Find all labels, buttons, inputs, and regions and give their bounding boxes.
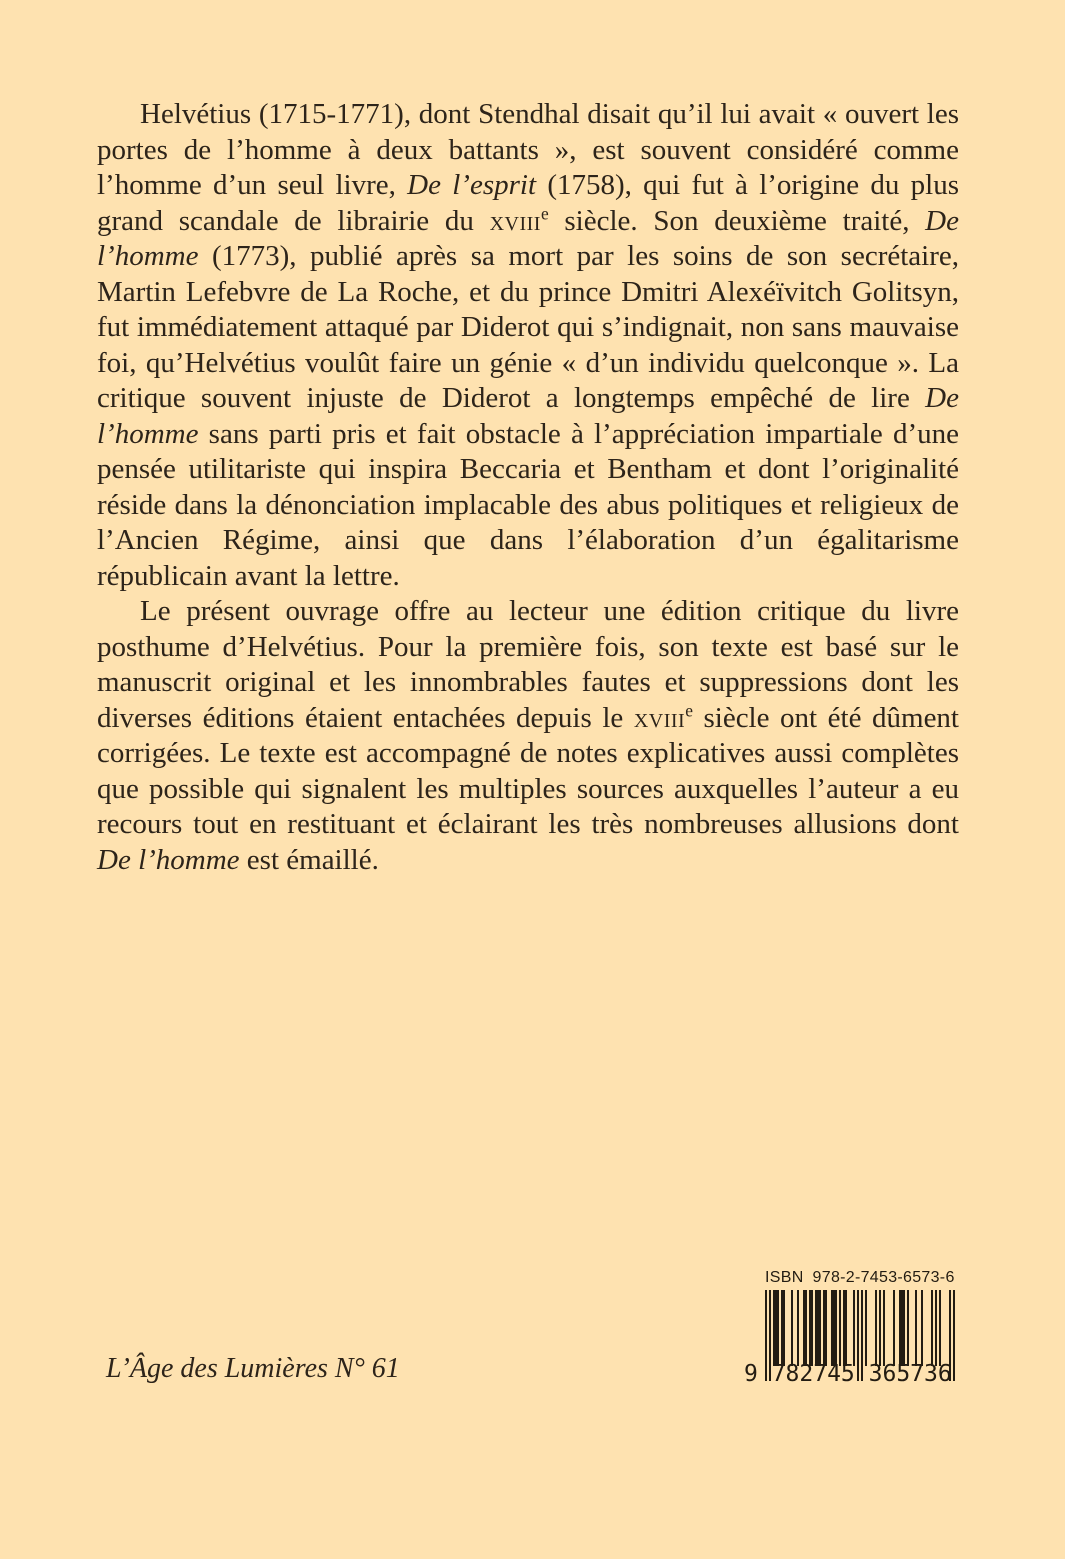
text-run: (1773), publié après sa mort par les soins de son secrétaire, Martin Lefebvre de La Roche, et du prince Dmitri Alexéïvitch Golitsyn, fut immédiatement attaqué par Diderot qui s’indignait, non sans mauvaise foi, qu’Helvétius voulût faire un génie « d’un individu quelconque ». La critique souvent injuste de Diderot a longtemps empêché de lire bbox=[97, 240, 959, 414]
text-run: xviii bbox=[633, 701, 686, 734]
isbn-number: 978-2-7453-6573-6 bbox=[812, 1269, 955, 1286]
text-run: De l’esprit bbox=[407, 169, 537, 201]
barcode-bar-module bbox=[953, 1290, 955, 1381]
isbn-label: ISBN bbox=[765, 1269, 804, 1286]
text-run: De l’homme bbox=[97, 204, 959, 272]
text-run: De l’homme bbox=[97, 843, 240, 876]
text-run: De l’homme bbox=[97, 382, 959, 450]
text-run: Le présent ouvrage offre au lecteur une édition critique du livre posthume d’Helvétius. Pour la première fois, son texte est basé sur le manuscrit original et les innombrables fautes et suppressions dont les diverses éditions étaient entachées depuis le bbox=[97, 595, 959, 734]
text-run: sans parti pris et fait obstacle à l’appréciation impartiale d’une pensée utilitariste qui inspira Beccaria et Bentham et dont l’originalité réside dans la dénonciation implacable des abus politiques et religieux de l’Ancien Régime, ainsi que dans l’élaboration d’un égalitarisme républicain avant la lettre. bbox=[97, 417, 959, 592]
blurb-paragraph-2 bbox=[97, 594, 959, 878]
text-run: Helvétius (1715-1771), dont Stendhal disait qu’il lui avait « ouvert les portes de l’homme à deux battants », est souvent considéré comme l’homme d’un seul livre, bbox=[97, 98, 959, 201]
text-run: est émaillé. bbox=[239, 843, 379, 876]
text-run: siècle. Son deuxième traité, bbox=[548, 204, 926, 237]
blurb-paragraph-1 bbox=[97, 97, 959, 594]
isbn-barcode-block bbox=[744, 1269, 955, 1387]
isbn-line bbox=[765, 1269, 955, 1287]
text-run: e bbox=[540, 202, 549, 223]
text-run: e bbox=[685, 699, 693, 720]
barcode-digits: 9 782745 365736 bbox=[744, 1361, 952, 1387]
text-run: siècle ont été dûment corrigées. Le texte est accompagné de notes explicatives aussi complètes que possible qui signalent les multiples sources auxquelles l’auteur a eu recours tout en restituant et éclairant les très nombreuses allusions dont bbox=[97, 701, 959, 840]
back-cover-blurb bbox=[97, 97, 959, 878]
series-label: L’Âge des Lumières N° 61 bbox=[106, 1353, 400, 1384]
text-run: xviii bbox=[489, 204, 541, 237]
text-run: (1758), qui fut à l’origine du plus grand scandale de librairie du bbox=[97, 169, 959, 237]
ean13-bars bbox=[744, 1290, 955, 1387]
